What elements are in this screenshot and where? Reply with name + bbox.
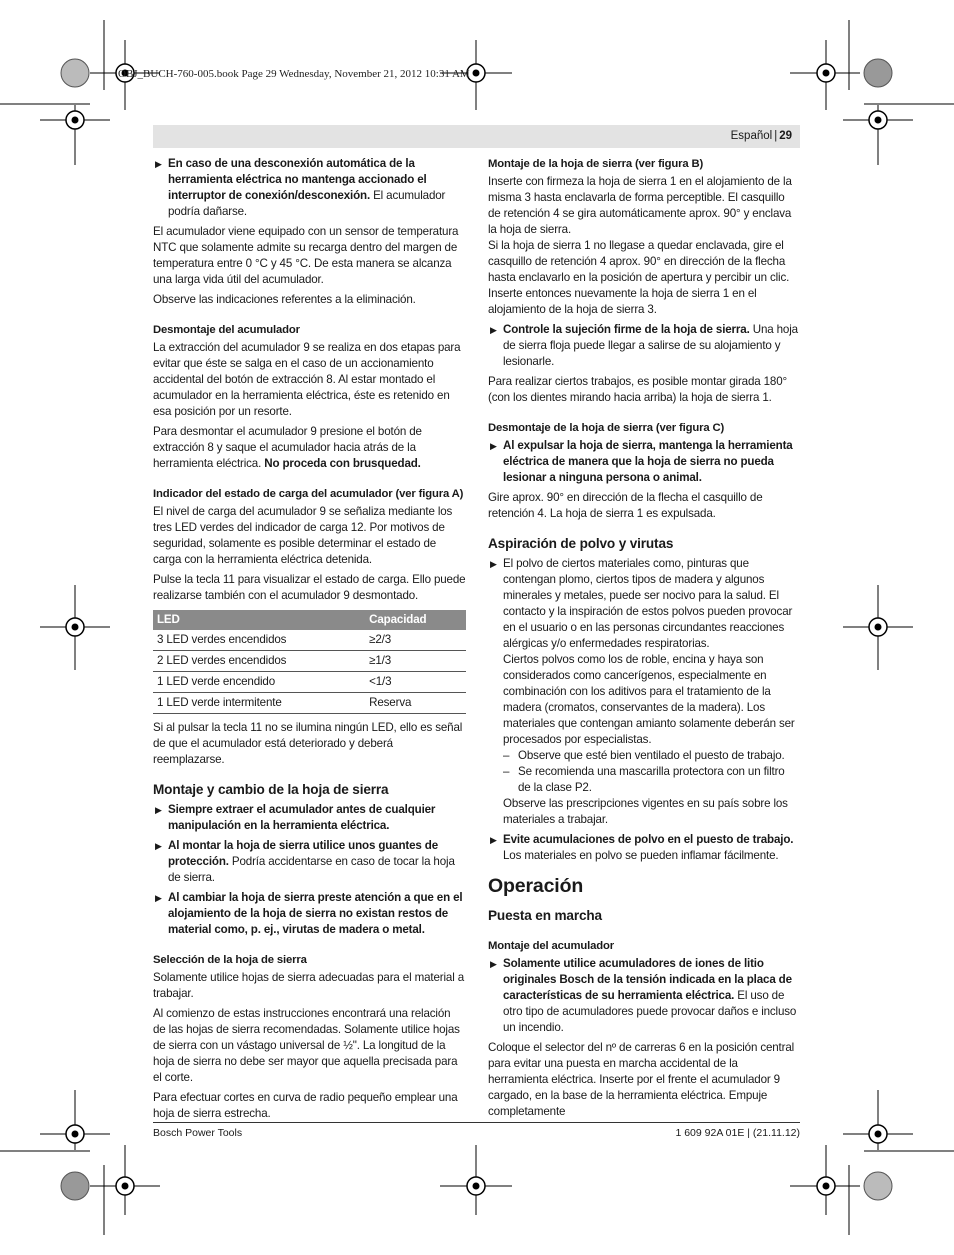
warning-bullet: ▶ Controle la sujeción firme de la hoja de sierra. Una hoja de sierra floja puede llegar a salirse de su alojamiento y lesionarle. — [490, 323, 798, 368]
paragraph: El acumulador viene equipado con un sensor de temperatura NTC que solamente admite su recarga dentro del margen de temperatura entre 0 °C y 45 °C. De esta manera se alcanza una larga vida útil del acumulador. — [153, 225, 459, 286]
subheading: Indicador del estado de carga del acumulador (ver figura A) — [153, 488, 464, 500]
list-item: – Se recomienda una mascarilla protectora con un filtro de la clase P2. — [503, 765, 785, 794]
right-column — [488, 156, 800, 1124]
info-bullet: ▶ El polvo de ciertos materiales como, pinturas que contengan plomo, ciertos tipos de madera y algunos minerales y metales, puede ser nocivo para la salud. El contacto y la inspiración de estos polvos pueden provocar en el usuario o en las personas circundantes reacciones alérgicas y/o enfermedades respiratorias. — [490, 557, 793, 650]
led-table: LED Capacidad 3 LED verdes encendidos ≥2/3 2 LED verdes encendidos ≥1/3 1 LED verde encendido <1/3 1 LED verde intermitente Reserva — [153, 610, 466, 714]
table-row: 2 LED verdes encendidos ≥1/3 — [153, 651, 466, 672]
paragraph: La extracción del acumulador 9 se realiza en dos etapas para evitar que éste se salga en el caso de un accionamiento accidental del botón de extracción 8. Al estar montado el acumulador en la herramienta eléctrica, éste es retenido en esa posición por un resorte. — [153, 341, 461, 418]
warning-bullet: ▶ Siempre extraer el acumulador antes de cualquier manipulación en la herramienta eléctrica. — [155, 803, 436, 832]
subheading: Montaje del acumulador — [488, 940, 615, 952]
paragraph: Al comienzo de estas instrucciones encontrará una relación de las hojas de sierra recomendadas. Solamente utilice hojas de sierra con un vástago universal de ½". La longitud de la hoja de sierra no debe ser mayor que aquella precisada para el corte. — [153, 1007, 460, 1084]
subheading: Selección de la hoja de sierra — [153, 954, 307, 966]
table-row: 1 LED verde intermitente Reserva — [153, 693, 466, 714]
warning-bullet: ▶ Al montar la hoja de sierra utilice unos guantes de protección. Podría accidentarse en caso de tocar la hoja de sierra. — [155, 839, 455, 884]
table-row: 1 LED verde encendido <1/3 — [153, 672, 466, 693]
paragraph: Para realizar ciertos trabajos, es posible montar girada 180° (con los dientes mirando hacia arriba) la hoja de sierra 1. — [488, 375, 788, 404]
warning-bullet: ▶ En caso de una desconexión automática de la herramienta eléctrica no mantenga accionado el interruptor de conexión/desconexión. El acumulador podría dañarse. — [155, 157, 446, 218]
paragraph: Para efectuar cortes en curva de radio pequeño emplear una hoja de sierra estrecha. — [153, 1091, 458, 1120]
section-name: Español — [730, 130, 773, 142]
paragraph: Para desmontar el acumulador 9 presione el botón de extracción 8 y saque el acumulador hacia atrás de la herramienta eléctrica. No proceda con brusquedad. — [153, 425, 422, 470]
paragraph: Ciertos polvos como los de roble, encina y haya son considerados como cancerígenos, especialmente en combinación con los aditivos para el tratamiento de la madera (cromatos, conservantes de la madera). Los materiales que contengan amianto solamente deberán ser procesados por especialistas. — [503, 653, 795, 746]
paragraph: Gire aprox. 90° en dirección de la flecha el casquillo de retención 4. La hoja de sierra 1 es expulsada. — [488, 491, 763, 520]
paragraph: El nivel de carga del acumulador 9 se señaliza mediante los tres LED verdes del indicador de carga 12. Por motivos de seguridad, solamente es posible determinar el estado de carga con la herramienta eléctrica detenida. — [153, 505, 453, 566]
paragraph: Inserte con firmeza la hoja de sierra 1 en el alojamiento de la misma 3 hasta enclavarla de forma perceptible. El casquillo de retención 4 se gira automáticamente aprox. 90° y enclava la hoja de sierra. — [488, 175, 792, 236]
footer-code: 1 609 92A 01E | (21.11.12) — [675, 1127, 800, 1139]
warning-bullet: ▶ Evite acumulaciones de polvo en el puesto de trabajo. — [490, 833, 794, 846]
table-row: 3 LED verdes encendidos ≥2/3 — [153, 630, 466, 651]
subheading: Montaje de la hoja de sierra (ver figura B) — [488, 158, 704, 170]
paragraph: Coloque el selector del nº de carreras 6 en la posición central para evitar una puesta en marcha accidental de la herramienta eléctrica. Inserte por el frente el acumulador 9 cargado, en la base de la herramienta eléctrica. Empuje completamente — [488, 1041, 795, 1118]
subheading: Desmontaje del acumulador — [153, 324, 300, 336]
page-number: 29 — [779, 130, 792, 142]
footer-rule — [153, 1122, 800, 1123]
paragraph: Los materiales en polvo se pueden inflamar fácilmente. — [503, 849, 779, 862]
paragraph: Pulse la tecla 11 para visualizar el estado de carga. Ello puede realizarse también con el acumulador 9 desmontado. — [153, 573, 466, 602]
section-heading: Puesta en marcha — [488, 908, 602, 923]
left-column — [153, 156, 466, 1126]
footer-brand: Bosch Power Tools — [153, 1127, 243, 1139]
paragraph: Si al pulsar la tecla 11 no se ilumina ningún LED, ello es señal de que el acumulador está deteriorado y deberá reemplazarse. — [153, 721, 463, 766]
chapter-heading: Operación — [488, 875, 584, 897]
section-heading: Aspiración de polvo y virutas — [488, 536, 674, 551]
list-item: – Observe que esté bien ventilado el puesto de trabajo. — [503, 749, 785, 762]
paragraph: Solamente utilice hojas de sierra adecuadas para el material a trabajar. — [153, 971, 465, 1000]
subheading: Desmontaje de la hoja de sierra (ver figura C) — [488, 422, 725, 434]
print-note: OBJ_BUCH-760-005.book Page 29 Wednesday, November 21, 2012 10:31 AM — [118, 68, 470, 80]
paragraph: Si la hoja de sierra 1 no llegase a quedar enclavada, gire el casquillo de retención 4 aprox. 90° en dirección de la flecha hasta enclavarlo en la posición de apertura y percibir un clic. Inserte entonces nuevamente la hoja de sierra 1 en el alojamiento de la hoja de sierra 3. — [488, 239, 790, 316]
warning-bullet: ▶ Al cambiar la hoja de sierra preste atención a que en el alojamiento de la hoja de sierra no existan restos de material como, p. ej., virutas de madera o metal. — [155, 891, 463, 936]
warning-bullet: ▶ Al expulsar la hoja de sierra, mantenga la herramienta eléctrica de manera que la hoja de sierra no pueda lesionar a ninguna persona o animal. — [490, 439, 793, 484]
paragraph: Observe las indicaciones referentes a la eliminación. — [153, 293, 416, 306]
paragraph: Observe las prescripciones vigentes en su país sobre los materiales a trabajar. — [503, 797, 788, 826]
section-heading: Montaje y cambio de la hoja de sierra — [153, 782, 389, 797]
warning-bullet: ▶ Solamente utilice acumuladores de iones de litio originales Bosch de la tensión indicada en la placa de características de su herramienta eléctrica. El uso de otro tipo de acumuladores puede provocar daños e incluso un incendio. — [490, 957, 797, 1034]
header-bar: Español | 29 — [153, 125, 800, 148]
